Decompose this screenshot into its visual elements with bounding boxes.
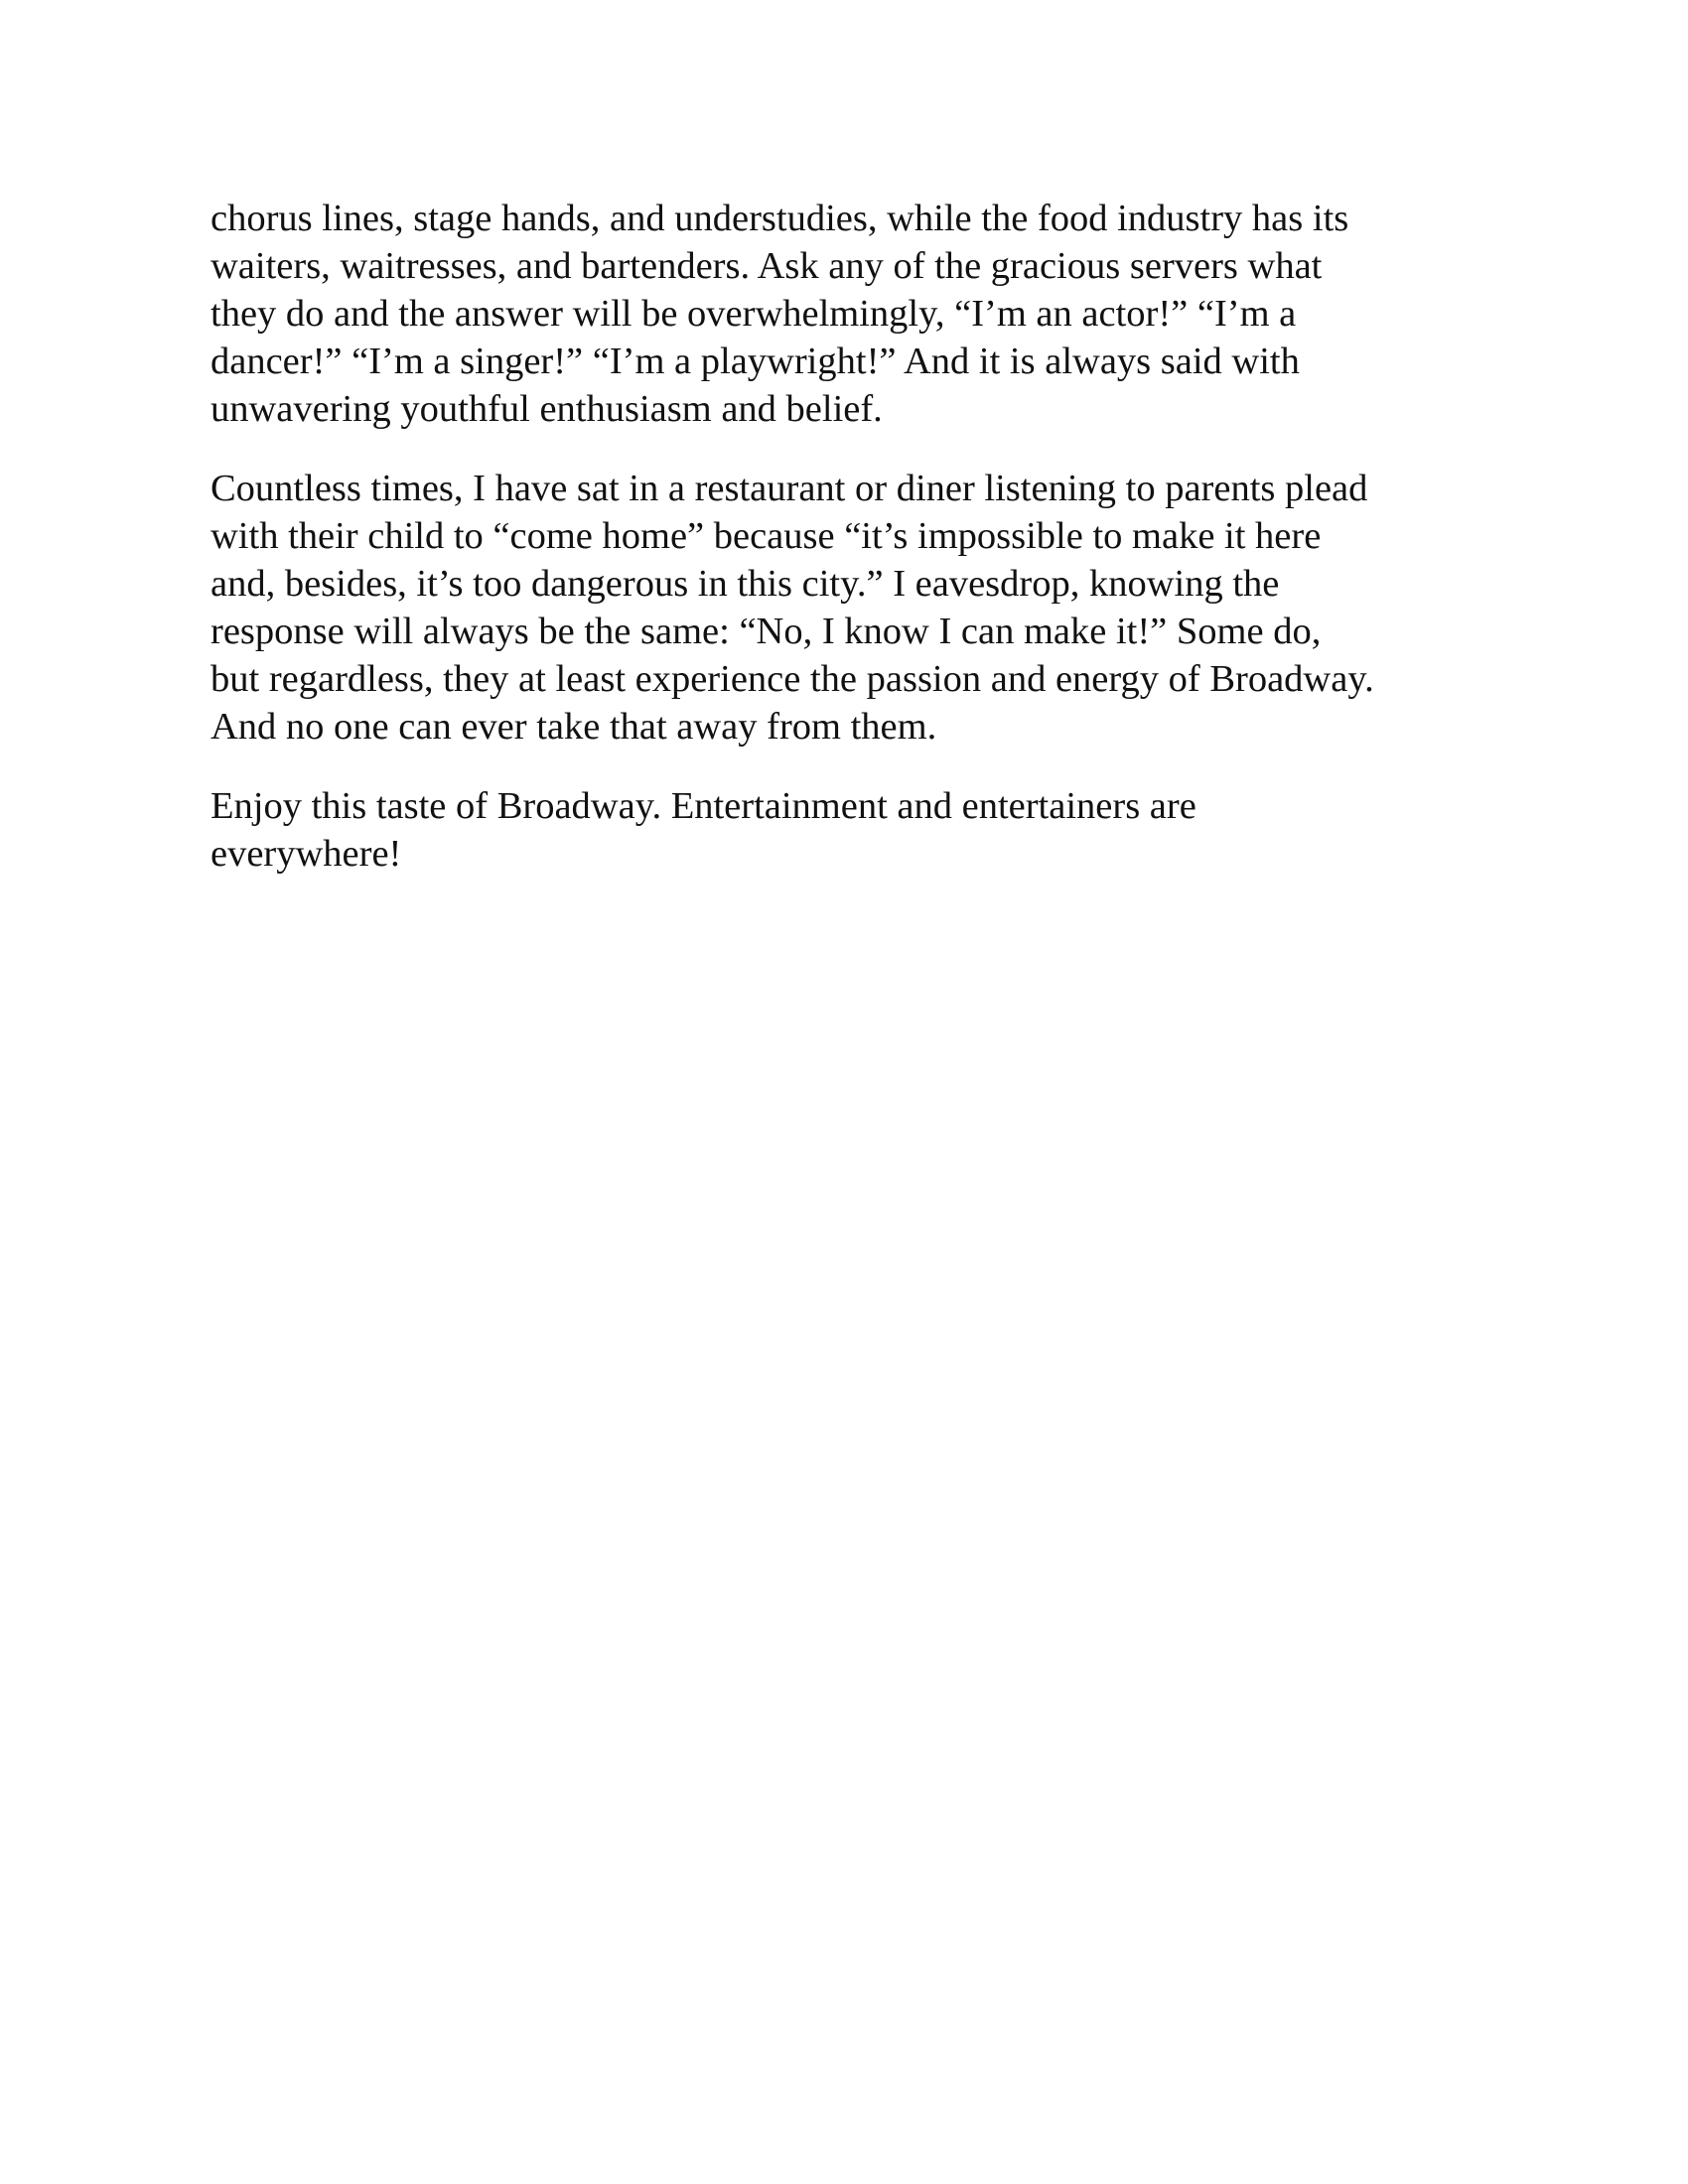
text-line: chorus lines, stage hands, and understudies, while the food industry has its	[211, 198, 1349, 239]
paragraph-closing	[211, 782, 1491, 878]
text-line: dancer!” “I’m a singer!” “I’m a playwright!” And it is always said with	[211, 341, 1300, 382]
text-line: they do and the answer will be overwhelmingly, “I’m an actor!” “I’m a	[211, 293, 1297, 335]
paragraph-parents	[211, 465, 1491, 751]
text-line: Countless times, I have sat in a restaurant or diner listening to parents plead	[211, 468, 1368, 509]
paragraph-servers	[211, 195, 1491, 433]
text-line: unwavering youthful enthusiasm and belief.	[211, 388, 883, 430]
body-text	[211, 195, 1491, 909]
text-line: And no one can ever take that away from them.	[211, 706, 937, 748]
text-line: everywhere!	[211, 833, 402, 875]
text-line: waiters, waitresses, and bartenders. Ask any of the gracious servers what	[211, 245, 1323, 287]
text-line: and, besides, it’s too dangerous in this city.” I eavesdrop, knowing the	[211, 563, 1280, 605]
text-line: response will always be the same: “No, I know I can make it!” Some do,	[211, 611, 1322, 652]
text-line: with their child to “come home” because “it’s impossible to make it here	[211, 515, 1322, 557]
text-line: Enjoy this taste of Broadway. Entertainment and entertainers are	[211, 785, 1196, 827]
text-line: but regardless, they at least experience the passion and energy of Broadway.	[211, 658, 1374, 700]
